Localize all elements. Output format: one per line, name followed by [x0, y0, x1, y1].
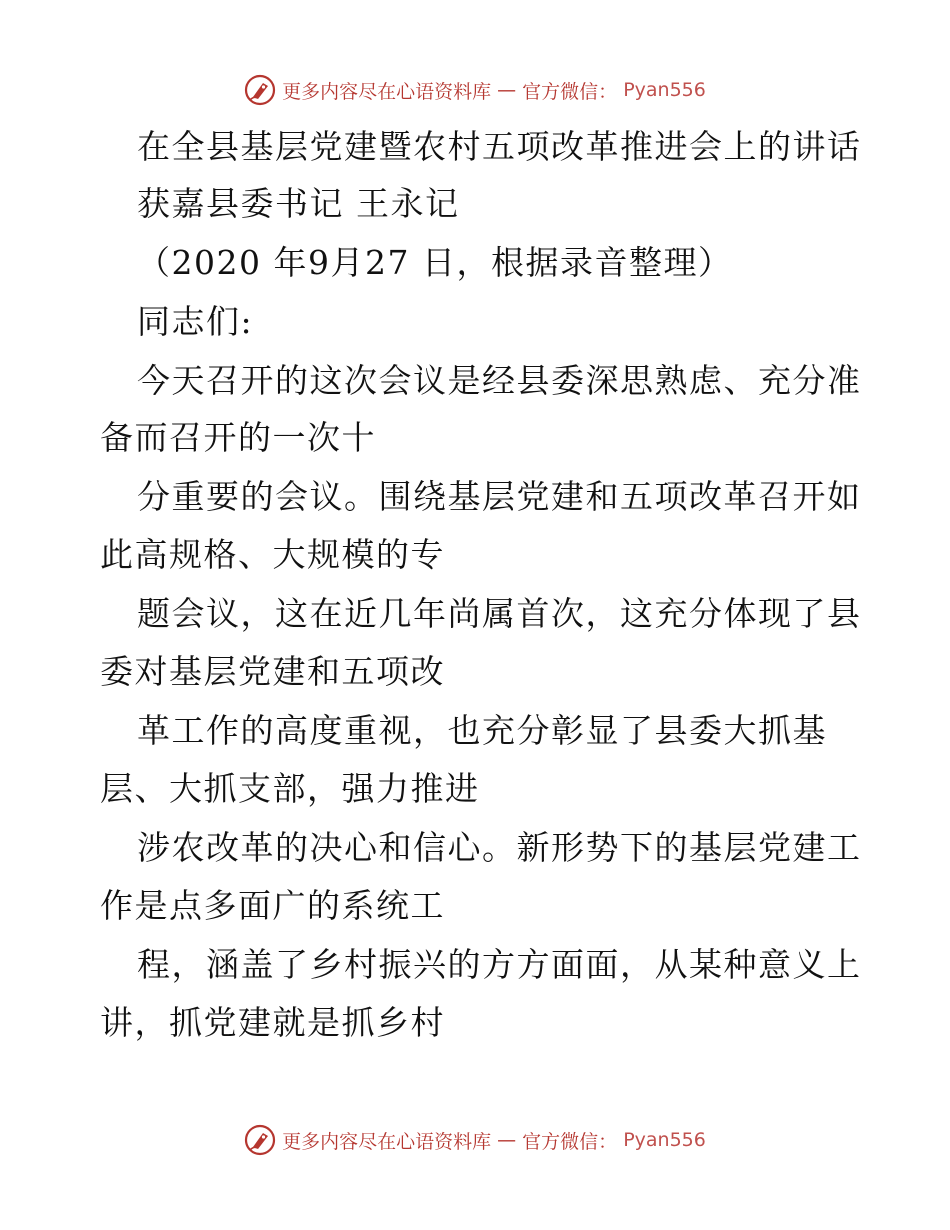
- document-date-note: （2020 年9月27 日，根据录音整理）: [137, 243, 733, 282]
- pen-nib-logo-icon: [244, 74, 276, 106]
- body-line: 分重要的会议。围绕基层党建和五项改革召开如: [137, 477, 862, 516]
- watermark-wechat-id: Pyan556: [623, 1129, 706, 1151]
- body-line: 委对基层党建和五项改: [100, 652, 445, 691]
- watermark-wechat-id: Pyan556: [623, 79, 706, 101]
- body-line: 革工作的高度重视，也充分彰显了县委大抓基: [137, 711, 827, 750]
- body-line: 此高规格、大规模的专: [100, 535, 445, 574]
- body-line: 题会议，这在近几年尚属首次，这充分体现了县: [137, 594, 862, 633]
- body-line: 涉农改革的决心和信心。新形势下的基层党建工: [137, 828, 862, 867]
- header-watermark: [0, 74, 950, 106]
- watermark-separator: —: [497, 79, 517, 101]
- body-line: 讲，抓党建就是抓乡村: [100, 1003, 445, 1042]
- body-line: 层、大抓支部，强力推进: [100, 769, 480, 808]
- footer-watermark: [0, 1124, 950, 1156]
- body-line: 今天召开的这次会议是经县委深思熟虑、充分准: [137, 361, 862, 400]
- document-title: 在全县基层党建暨农村五项改革推进会上的讲话: [137, 127, 862, 166]
- body-line: 备而召开的一次十: [100, 418, 376, 457]
- pen-nib-logo-icon: [244, 1124, 276, 1156]
- body-line: 作是点多面广的系统工: [100, 886, 445, 925]
- watermark-wechat-label: 官方微信：: [522, 80, 618, 103]
- watermark-separator: —: [497, 1129, 517, 1151]
- document-author: 获嘉县委书记 王永记: [137, 184, 460, 223]
- watermark-site-text: 更多内容尽在心语资料库: [282, 80, 492, 103]
- watermark-wechat-label: 官方微信：: [522, 1130, 618, 1153]
- document-salutation: 同志们:: [137, 302, 254, 341]
- body-line: 程，涵盖了乡村振兴的方方面面，从某种意义上: [137, 945, 862, 984]
- watermark-site-text: 更多内容尽在心语资料库: [282, 1130, 492, 1153]
